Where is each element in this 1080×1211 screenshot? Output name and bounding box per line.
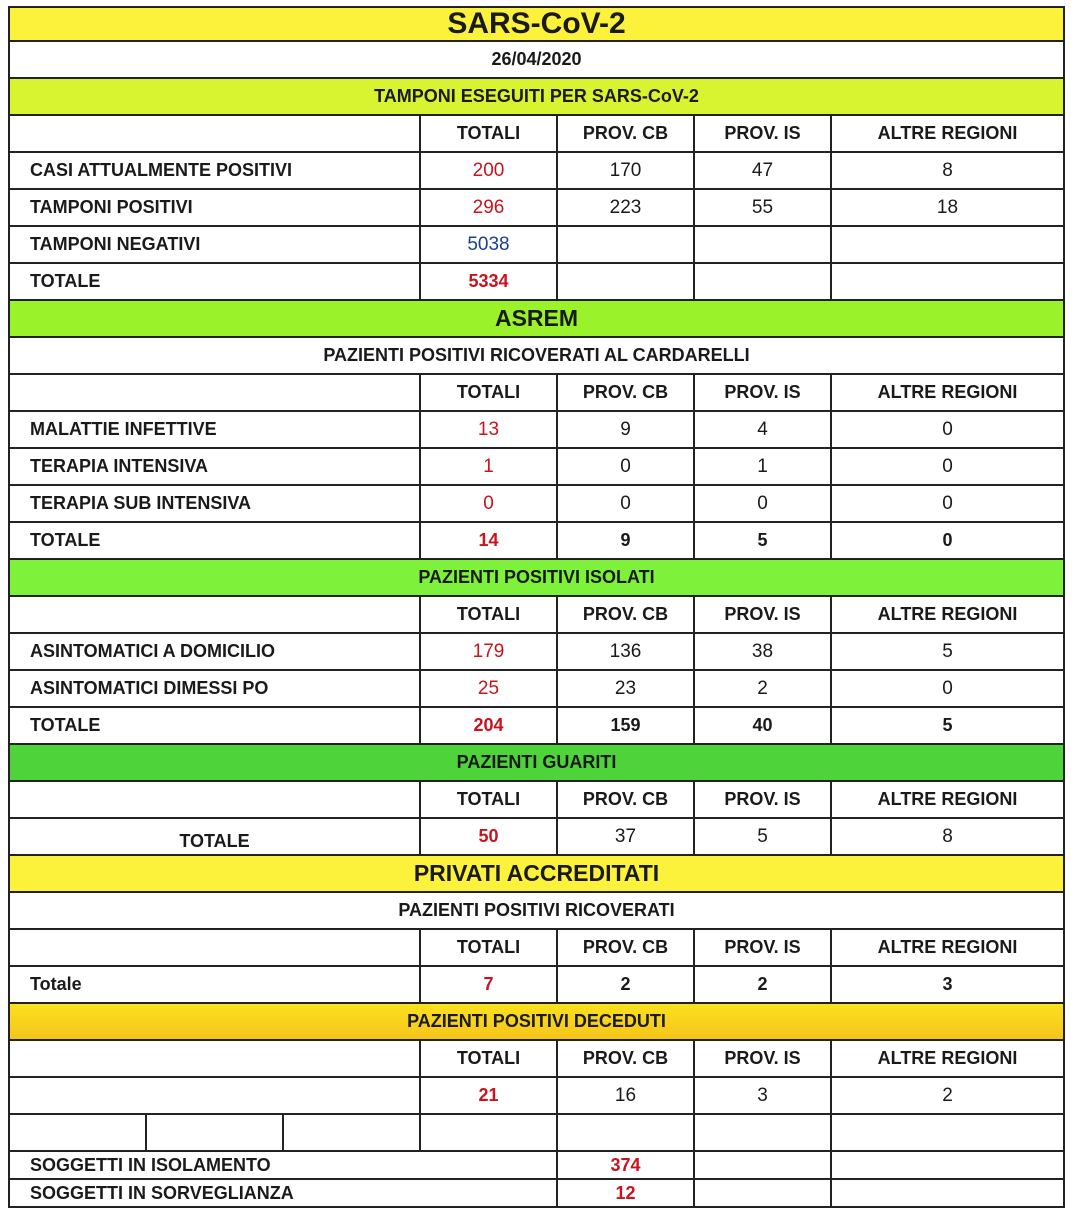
row-label: ASINTOMATICI DIMESSI PO [10,671,421,706]
header-altre-regioni: ALTRE REGIONI [877,382,1018,402]
row-label: TOTALE [10,819,421,854]
value-totali: 5334 [421,264,558,299]
header-prov-is: PROV. IS [695,116,832,151]
value-totali: 21 [421,1078,558,1113]
covid-report-table [8,6,1065,1208]
column-header-row [8,597,1065,634]
table-row [8,190,1065,227]
column-header-row [8,116,1065,153]
table-row [8,1180,1065,1208]
header-prov-is: PROV. IS [695,782,832,817]
header-prov-is: PROV. IS [695,597,832,632]
table-row-total [8,708,1065,745]
table-row [8,153,1065,190]
section-header-guariti [8,745,1065,782]
header-totali: TOTALI [421,782,558,817]
section-title-tamponi: TAMPONI ESEGUITI PER SARS-CoV-2 [374,86,699,106]
row-label: TERAPIA INTENSIVA [10,449,421,484]
value-prov-cb: 16 [558,1078,695,1113]
value-altre-regioni: 3 [942,974,953,994]
header-altre-regioni: ALTRE REGIONI [877,604,1018,624]
value-prov-cb: 170 [558,153,695,188]
value-altre-regioni: 5 [942,640,953,662]
value-prov-is: 38 [695,634,832,669]
value-totali: 50 [421,819,558,854]
value-prov-is: 5 [695,819,832,854]
table-row [8,1152,1065,1180]
empty-row [8,1115,1065,1152]
row-label: TAMPONI NEGATIVI [10,227,421,262]
column-header-row [8,930,1065,967]
header-altre-regioni: ALTRE REGIONI [877,123,1018,143]
section-title-asrem: ASREM [494,305,579,331]
value-prov-cb: 0 [558,486,695,521]
value-altre-regioni: 0 [942,418,953,440]
section-title-privati: PRIVATI ACCREDITATI [413,860,660,886]
header-prov-is: PROV. IS [695,375,832,410]
row-label: SOGGETTI IN SORVEGLIANZA [10,1180,558,1206]
header-totali: TOTALI [421,1041,558,1076]
column-header-row [8,1041,1065,1078]
value-prov-is [695,227,832,262]
value-prov-cb: 0 [558,449,695,484]
value-totali: 13 [421,412,558,447]
table-row [8,412,1065,449]
table-row [8,671,1065,708]
value-prov-is: 47 [695,153,832,188]
section-header-tamponi [8,79,1065,116]
value-prov-cb: 159 [558,708,695,743]
value-altre-regioni: 0 [942,677,953,699]
header-prov-cb: PROV. CB [558,375,695,410]
column-header-row [8,375,1065,412]
section-header-deceduti [8,1004,1065,1041]
table-row [8,449,1065,486]
section-header-privati [8,856,1065,893]
value-prov-cb: 37 [558,819,695,854]
section-subtitle-asrem: PAZIENTI POSITIVI RICOVERATI AL CARDARELLI [323,345,750,365]
header-totali: TOTALI [421,116,558,151]
header-altre-regioni: ALTRE REGIONI [877,1048,1018,1068]
value-prov-is: 2 [695,671,832,706]
row-label: TOTALE [10,264,421,299]
table-row-total [8,264,1065,301]
row-label: TOTALE [10,523,421,558]
value-prov-is: 5 [695,523,832,558]
table-row [8,1078,1065,1115]
value-totali: 5038 [421,227,558,262]
header-prov-cb: PROV. CB [558,782,695,817]
row-label [10,1078,421,1113]
value-altre-regioni: 0 [942,492,953,514]
row-label: CASI ATTUALMENTE POSITIVI [10,153,421,188]
column-header-row [8,782,1065,819]
value-prov-cb: 136 [558,634,695,669]
header-prov-cb: PROV. CB [558,930,695,965]
value-altre-regioni: 0 [942,530,953,550]
value-totali: 374 [558,1152,695,1178]
value-totali: 0 [421,486,558,521]
header-prov-cb: PROV. CB [558,597,695,632]
value-totali: 200 [421,153,558,188]
row-label: SOGGETTI IN ISOLAMENTO [10,1152,558,1178]
value-prov-cb: 2 [558,967,695,1002]
header-totali: TOTALI [421,375,558,410]
value-totali: 25 [421,671,558,706]
value-prov-is: 0 [695,486,832,521]
table-row-total [8,523,1065,560]
value-altre-regioni: 8 [942,159,953,181]
header-altre-regioni: ALTRE REGIONI [877,937,1018,957]
section-header-isolati [8,560,1065,597]
value-totali: 296 [421,190,558,225]
report-date: 26/04/2020 [491,49,582,69]
value-prov-cb: 9 [558,412,695,447]
value-prov-cb [558,264,695,299]
header-prov-cb: PROV. CB [558,1041,695,1076]
value-prov-is: 40 [695,708,832,743]
table-row [8,227,1065,264]
value-totali: 1 [421,449,558,484]
date-row [8,42,1065,79]
value-totali: 7 [421,967,558,1002]
value-altre-regioni [832,227,1063,262]
value-totali: 12 [558,1180,695,1206]
section-header-asrem [8,301,1065,338]
value-prov-cb: 223 [558,190,695,225]
value-prov-cb [558,227,695,262]
header-prov-is: PROV. IS [695,1041,832,1076]
row-label: ASINTOMATICI A DOMICILIO [10,634,421,669]
value-prov-cb: 9 [558,523,695,558]
value-prov-cb: 23 [558,671,695,706]
table-row [8,634,1065,671]
section-title-deceduti: PAZIENTI POSITIVI DECEDUTI [407,1011,666,1031]
row-label: Totale [10,967,421,1002]
header-altre-regioni: ALTRE REGIONI [877,789,1018,809]
row-label: TOTALE [10,708,421,743]
row-label: MALATTIE INFETTIVE [10,412,421,447]
value-altre-regioni: 5 [942,715,953,735]
header-prov-is: PROV. IS [695,930,832,965]
value-totali: 179 [421,634,558,669]
value-prov-is [695,264,832,299]
header-totali: TOTALI [421,597,558,632]
subtitle-row [8,338,1065,375]
section-title-isolati: PAZIENTI POSITIVI ISOLATI [418,567,655,587]
value-totali: 14 [421,523,558,558]
value-altre-regioni: 18 [936,196,959,218]
value-prov-is: 1 [695,449,832,484]
report-title: SARS-CoV-2 [447,7,626,40]
title-row [8,6,1065,42]
section-subtitle-privati: PAZIENTI POSITIVI RICOVERATI [398,900,675,920]
value-prov-is: 4 [695,412,832,447]
value-altre-regioni [832,264,1063,299]
value-altre-regioni: 8 [942,825,953,847]
value-prov-is: 2 [695,967,832,1002]
value-altre-regioni: 2 [942,1084,953,1106]
row-label: TERAPIA SUB INTENSIVA [10,486,421,521]
value-prov-is: 3 [695,1078,832,1113]
header-prov-cb: PROV. CB [558,116,695,151]
section-title-guariti: PAZIENTI GUARITI [456,752,617,772]
table-row-total [8,819,1065,856]
header-totali: TOTALI [421,930,558,965]
value-totali: 204 [421,708,558,743]
row-label: TAMPONI POSITIVI [10,190,421,225]
subtitle-row [8,893,1065,930]
value-prov-is: 55 [695,190,832,225]
value-altre-regioni: 0 [942,455,953,477]
table-row [8,486,1065,523]
table-row-total [8,967,1065,1004]
